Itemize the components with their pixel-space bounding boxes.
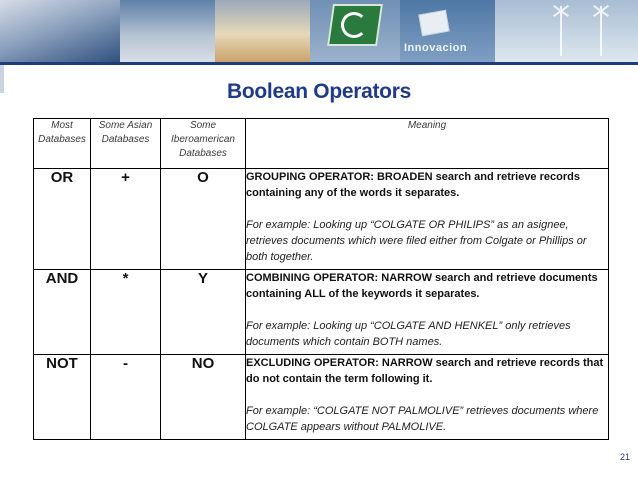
cell-meaning <box>246 355 609 440</box>
cell-operator-asian: * <box>91 270 161 355</box>
banner-photo-handshake-turbines <box>495 0 638 62</box>
header-most-databases: Most Databases <box>34 119 91 169</box>
header-asian-databases: Some Asian Databases <box>91 119 161 169</box>
logo-mark-icon <box>341 12 367 38</box>
wind-turbine-icon <box>600 6 602 56</box>
meaning-summary: COMBINING OPERATOR: NARROW search and retrieve documents containing ALL of the keywords it separates. <box>246 272 598 300</box>
banner-photo-solar-plant <box>215 0 310 62</box>
cell-meaning <box>246 169 609 270</box>
banner-photo-wind-turbine <box>0 0 120 62</box>
cell-operator-asian: - <box>91 355 161 440</box>
table-header-row <box>34 119 609 169</box>
cell-operator-ibero: Y <box>161 270 246 355</box>
banner-photo-airplane <box>120 0 215 62</box>
cell-operator-most: OR <box>34 169 91 270</box>
cell-operator-ibero: NO <box>161 355 246 440</box>
wind-turbine-icon <box>560 6 562 56</box>
banner-divider <box>0 62 638 65</box>
meaning-summary: EXCLUDING OPERATOR: NARROW search and retrieve records that do not contain the term following it. <box>246 357 604 385</box>
page-title: Boolean Operators <box>227 80 411 103</box>
cell-operator-most: AND <box>34 270 91 355</box>
meaning-example: For example: Looking up “COLGATE OR PHILIPS” as an asignee, retrieves documents which were filed either from Colgate or Phillips or both together. <box>246 219 587 263</box>
header-iberoamerican-databases: Some Iberoamerican Databases <box>161 119 246 169</box>
table-row-or <box>34 169 609 270</box>
slide-number: 21 <box>620 452 631 462</box>
boolean-operators-table <box>33 118 609 440</box>
meaning-example: For example: “COLGATE NOT PALMOLIVE” retrieves documents where COLGATE appears without PALMOLIVE. <box>246 405 599 433</box>
cell-operator-most: NOT <box>34 355 91 440</box>
table-row-not <box>34 355 609 440</box>
banner-tagline: Innovacion <box>404 42 468 54</box>
header-banner <box>0 0 638 62</box>
table-row-and <box>34 270 609 355</box>
meaning-summary: GROUPING OPERATOR: BROADEN search and retrieve records containing any of the words it separates. <box>246 171 580 199</box>
meaning-example: For example: Looking up “COLGATE AND HENKEL” only retrieves documents which contain BOTH names. <box>246 320 571 348</box>
header-meaning: Meaning <box>246 119 609 169</box>
cell-operator-ibero: O <box>161 169 246 270</box>
cell-operator-asian: + <box>91 169 161 270</box>
cell-meaning <box>246 270 609 355</box>
